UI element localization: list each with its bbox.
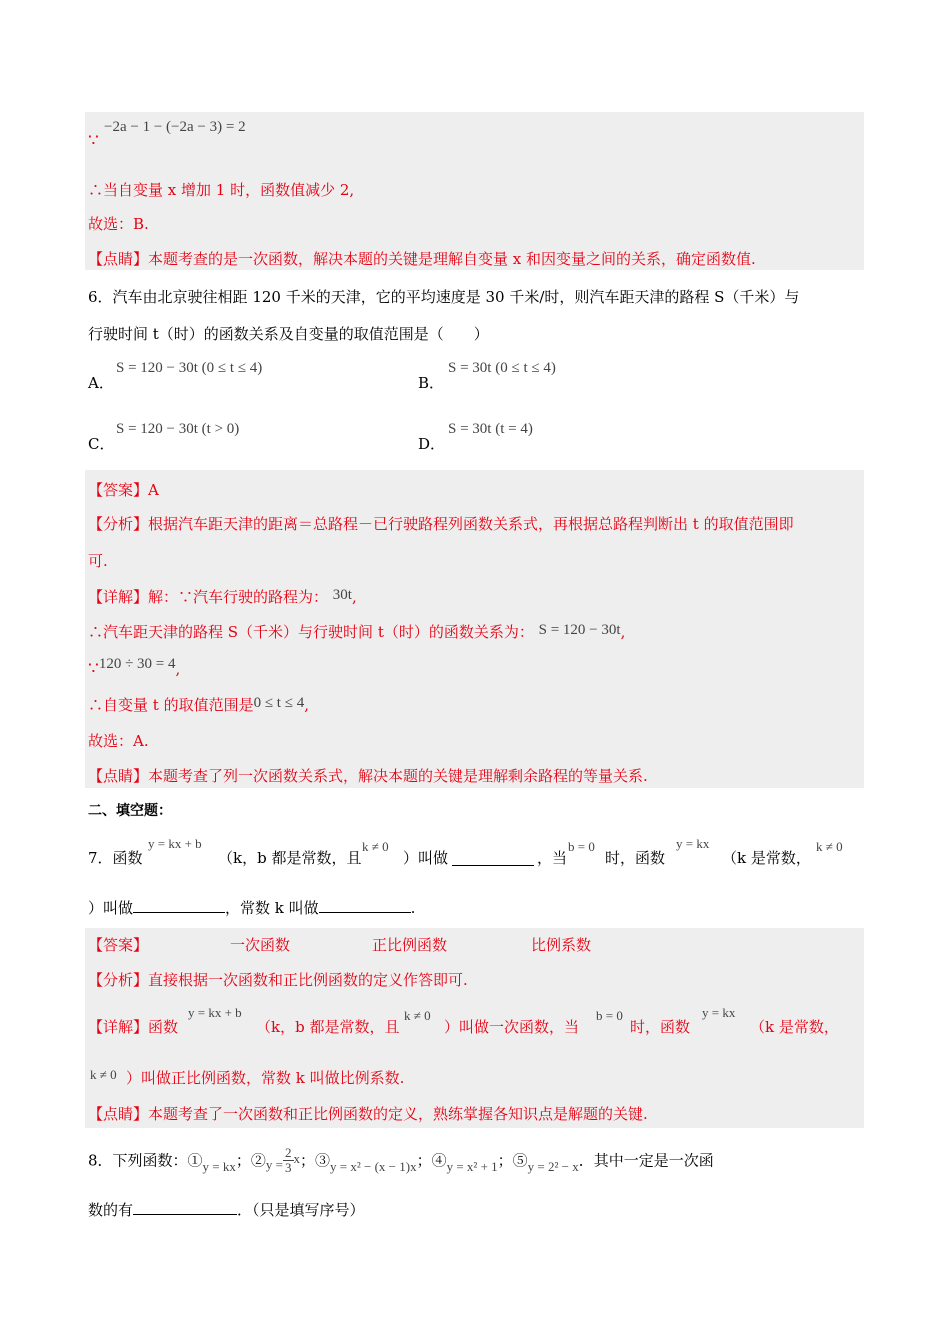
q6-detail-range: 0 ≤ t ≤ 4 [253, 695, 305, 711]
q7-text5: （k 是常数， [722, 849, 811, 867]
q6-option-b-formula: S = 30t (0 ≤ t ≤ 4) [448, 360, 556, 376]
q6-choice: 故选：A. [88, 732, 149, 750]
q8-function-2 [265, 1145, 300, 1175]
q7-answer3: 比例系数 [531, 936, 592, 954]
q6-analysis-line1: 【分析】根据汽车距天津的距离＝总路程－已行驶路程列函数关系式，再根据总路程判断出 t 的取值范围即 [88, 515, 794, 533]
q7-line2 [88, 897, 415, 919]
q7-analysis: 【分析】直接根据一次函数和正比例函数的定义作答即可. [88, 971, 468, 989]
q6-detail-line2 [88, 621, 625, 644]
q8-f2-numerator: 2 [285, 1145, 292, 1160]
q7-blank3[interactable] [319, 897, 411, 913]
q8-sep2: ；③ [300, 1151, 331, 1170]
q6-option-b-label: B． [418, 374, 445, 392]
q6-detail-division: 120 ÷ 30 = 4 [98, 656, 176, 672]
q8-number: 8．下列函数：① [88, 1151, 203, 1170]
q6-detail-line1 [88, 586, 357, 609]
q8-function-1: y = kx [202, 1159, 236, 1175]
q8-function-5: y = 2² − x [527, 1159, 579, 1175]
q7-answer-label: 【答案】 [88, 936, 149, 954]
q6-tip: 【点睛】本题考查了列一次函数关系式，解决本题的关键是理解剩余路程的等量关系. [88, 767, 648, 785]
q7-detail-text1: （k，b 都是常数，且 [256, 1018, 400, 1036]
q7-text1: （k，b 都是常数，且 [218, 849, 362, 867]
q8-sep1: ；② [235, 1151, 266, 1170]
q6-detail-comma2: , [620, 623, 626, 641]
q6-detail-because: ∵ [88, 659, 99, 679]
q6-option-c-formula: S = 120 − 30t (t > 0) [116, 421, 240, 437]
q7-condition-k: k ≠ 0 [362, 839, 389, 854]
q6-option-d-formula: S = 30t (t = 4) [448, 421, 533, 437]
q7-condition-k2: k ≠ 0 [816, 839, 843, 854]
q7-formula-proportional: y = kx [676, 836, 710, 851]
q8-tail: ．其中一定是一次函 [578, 1151, 714, 1170]
q6-stem-line2: 行驶时间 t（时）的函数关系及自变量的取值范围是（ ） [88, 325, 489, 343]
q7-detail-prefix: 【详解】函数 [88, 1018, 179, 1036]
q6-detail-distance: 30t [332, 587, 352, 603]
q7-number: 7．函数 [88, 849, 143, 867]
q7-text4: 时，函数 [605, 849, 666, 867]
q7-line2-b: ，常数 k 叫做 [225, 899, 319, 917]
q7-answer2: 正比例函数 [372, 936, 448, 954]
q7-condition-b: b = 0 [568, 839, 595, 854]
q8-f2-fraction [283, 1146, 294, 1175]
q7-detail-condition-k: k ≠ 0 [404, 1008, 431, 1023]
q8-line2-b: ．（只是填写序号） [237, 1201, 365, 1219]
section-heading-fill-in: 二、填空题： [88, 803, 172, 819]
q7-blank1[interactable] [452, 850, 534, 866]
q7-formula-linear: y = kx + b [148, 836, 202, 851]
q5-tip: 【点睛】本题考查的是一次函数，解决本题的关键是理解自变量 x 和因变量之间的关系，确定函数值. [88, 250, 756, 268]
q7-blank2[interactable] [133, 897, 225, 913]
q6-option-a-label: A． [88, 374, 114, 392]
q5-conclusion: ∴当自变量 x 增加 1 时，函数值减少 2, [88, 181, 355, 199]
q6-detail-comma3: , [175, 660, 181, 678]
q6-detail-prefix: 【详解】解：∵汽车行驶的路程为： [88, 588, 329, 606]
q6-detail-line2-text: ∴汽车距天津的路程 S（千米）与行驶时间 t（时）的函数关系为： [88, 623, 534, 641]
q7-detail-text3: 时，函数 [630, 1018, 691, 1036]
q7-text2: ）叫做 [403, 849, 449, 867]
q6-detail-line4 [88, 694, 309, 717]
q7-line2-c: . [410, 899, 416, 917]
q7-line2-a: ）叫做 [88, 899, 134, 917]
q8-f2-rhs: x [293, 1151, 300, 1167]
q6-detail-line4-text: ∴自变量 t 的取值范围是 [88, 696, 254, 714]
q6-answer: 【答案】A [88, 481, 159, 499]
q7-detail-text2: ）叫做一次函数，当 [444, 1018, 580, 1036]
q7-detail-condition-b: b = 0 [596, 1008, 623, 1023]
q6-option-a-formula: S = 120 − 30t (0 ≤ t ≤ 4) [116, 360, 263, 376]
q7-detail-formula-proportional: y = kx [702, 1005, 736, 1020]
q7-detail-formula-linear: y = kx + b [188, 1005, 242, 1020]
q8-sep3: ；④ [416, 1151, 447, 1170]
q5-equation: −2a − 1 − (−2a − 3) = 2 [104, 119, 246, 135]
q6-stem-line1: 6．汽车由北京驶往相距 120 千米的天津，它的平均速度是 30 千米/时，则汽车距天津的路程 S（千米）与 [88, 288, 800, 306]
q5-choice: 故选：B. [88, 215, 149, 233]
q8-line1 [88, 1145, 714, 1177]
q7-detail-condition-k2: k ≠ 0 [90, 1067, 117, 1082]
q5-because-symbol: ∵ [88, 131, 99, 151]
q6-detail-comma4: , [304, 696, 309, 714]
q6-detail-comma1: , [351, 588, 357, 606]
q8-line2-a: 数的有 [88, 1201, 134, 1219]
q6-detail-relation: S = 120 − 30t [538, 622, 621, 638]
q7-answer1: 一次函数 [230, 936, 291, 954]
q6-analysis-line2: 可. [88, 552, 108, 570]
q8-f2-lhs: y = [265, 1157, 283, 1173]
q7-detail-text5: ）叫做正比例函数，常数 k 叫做比例系数. [126, 1069, 405, 1087]
q6-option-c-label: C． [88, 435, 115, 453]
q8-f2-denominator: 3 [285, 1160, 292, 1175]
q8-function-4: y = x² + 1 [446, 1159, 498, 1175]
q8-sep4: ；⑤ [497, 1151, 528, 1170]
q7-detail-text4: （k 是常数， [750, 1018, 839, 1036]
q6-option-d-label: D． [418, 435, 446, 453]
q7-text3: ，当 [537, 849, 568, 867]
q7-tip: 【点睛】本题考查了一次函数和正比例函数的定义，熟练掌握各知识点是解题的关键. [88, 1105, 648, 1123]
q8-function-3: y = x² − (x − 1)x [330, 1159, 417, 1175]
q8-line2 [88, 1199, 365, 1221]
q6-detail-line3 [88, 658, 180, 681]
q8-blank[interactable] [133, 1199, 237, 1215]
